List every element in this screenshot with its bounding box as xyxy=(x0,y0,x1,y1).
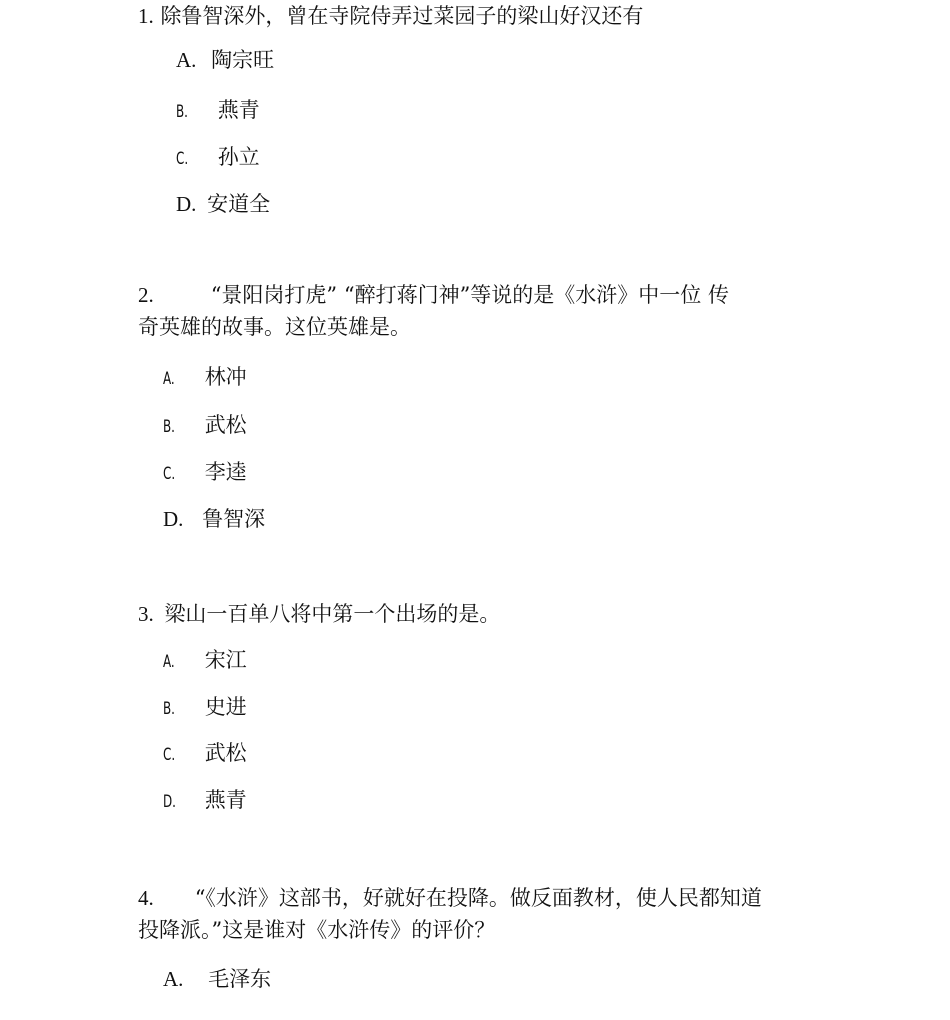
question-2-stem xyxy=(138,281,729,309)
question-1-option-a[interactable] xyxy=(176,46,274,74)
option-label: C. xyxy=(163,745,176,765)
question-2-stem-continued xyxy=(138,313,411,341)
question-2-option-d[interactable] xyxy=(163,505,265,533)
option-text: 武松 xyxy=(204,413,247,437)
question-3-stem xyxy=(138,600,500,628)
question-2-option-a[interactable] xyxy=(163,363,247,393)
question-2-option-b[interactable] xyxy=(163,411,247,441)
question-1-option-d[interactable] xyxy=(176,190,270,218)
question-1-stem xyxy=(138,2,643,30)
option-text: 燕青 xyxy=(217,98,260,122)
question-text: 除鲁智深外，曾在寺院侍弄过菜园子的梁山好汉还有 xyxy=(160,4,644,28)
question-3-option-d[interactable] xyxy=(163,786,247,816)
option-label: B. xyxy=(163,417,175,437)
option-label: C. xyxy=(176,149,189,169)
question-3-option-b[interactable] xyxy=(163,693,247,723)
option-text: 鲁智深 xyxy=(202,507,266,531)
question-text: “《水浒》这部书，好就好在投降。做反面教材，使人民都知道 xyxy=(194,886,762,910)
question-1-option-b[interactable] xyxy=(176,96,260,126)
question-text: 投降派。”这是谁对《水浒传》的评价？ xyxy=(138,918,496,942)
option-label: D. xyxy=(163,507,184,531)
question-number: 1. xyxy=(138,4,154,28)
question-number: 3. xyxy=(138,602,154,626)
option-label: B. xyxy=(176,102,188,122)
question-4-stem-continued xyxy=(138,916,495,944)
option-text: 武松 xyxy=(204,741,247,765)
question-text: 梁山一百单八将中第一个出场的是。 xyxy=(164,602,501,626)
question-4-stem xyxy=(138,884,762,912)
option-text: 安道全 xyxy=(207,192,271,216)
option-label: D. xyxy=(163,792,176,812)
option-text: 史进 xyxy=(204,695,247,719)
option-label: A. xyxy=(163,652,175,672)
option-text: 陶宗旺 xyxy=(211,48,275,72)
option-label: A. xyxy=(163,369,175,389)
option-label: D. xyxy=(176,192,197,216)
question-3-option-a[interactable] xyxy=(163,646,247,676)
question-number: 4. xyxy=(138,886,154,910)
option-text: 李逵 xyxy=(204,460,247,484)
option-label: C. xyxy=(163,464,176,484)
question-text: 奇英雄的故事。这位英雄是。 xyxy=(138,315,411,339)
question-number: 2. xyxy=(138,283,154,307)
question-1-option-c[interactable] xyxy=(176,143,260,173)
question-2-option-c[interactable] xyxy=(163,458,247,488)
question-3-option-c[interactable] xyxy=(163,739,247,769)
option-text: 孙立 xyxy=(217,145,260,169)
option-label: B. xyxy=(163,699,175,719)
option-text: 宋江 xyxy=(204,648,247,672)
option-text: 燕青 xyxy=(204,788,247,812)
option-label: A. xyxy=(163,967,184,991)
question-4-option-a[interactable] xyxy=(163,965,271,993)
option-text: 毛泽东 xyxy=(208,967,272,991)
option-label: A. xyxy=(176,48,197,72)
question-text: “景阳岗打虎” “醉打蒋门神”等说的是《水浒》中一位 传 xyxy=(210,283,729,307)
option-text: 林冲 xyxy=(204,365,247,389)
